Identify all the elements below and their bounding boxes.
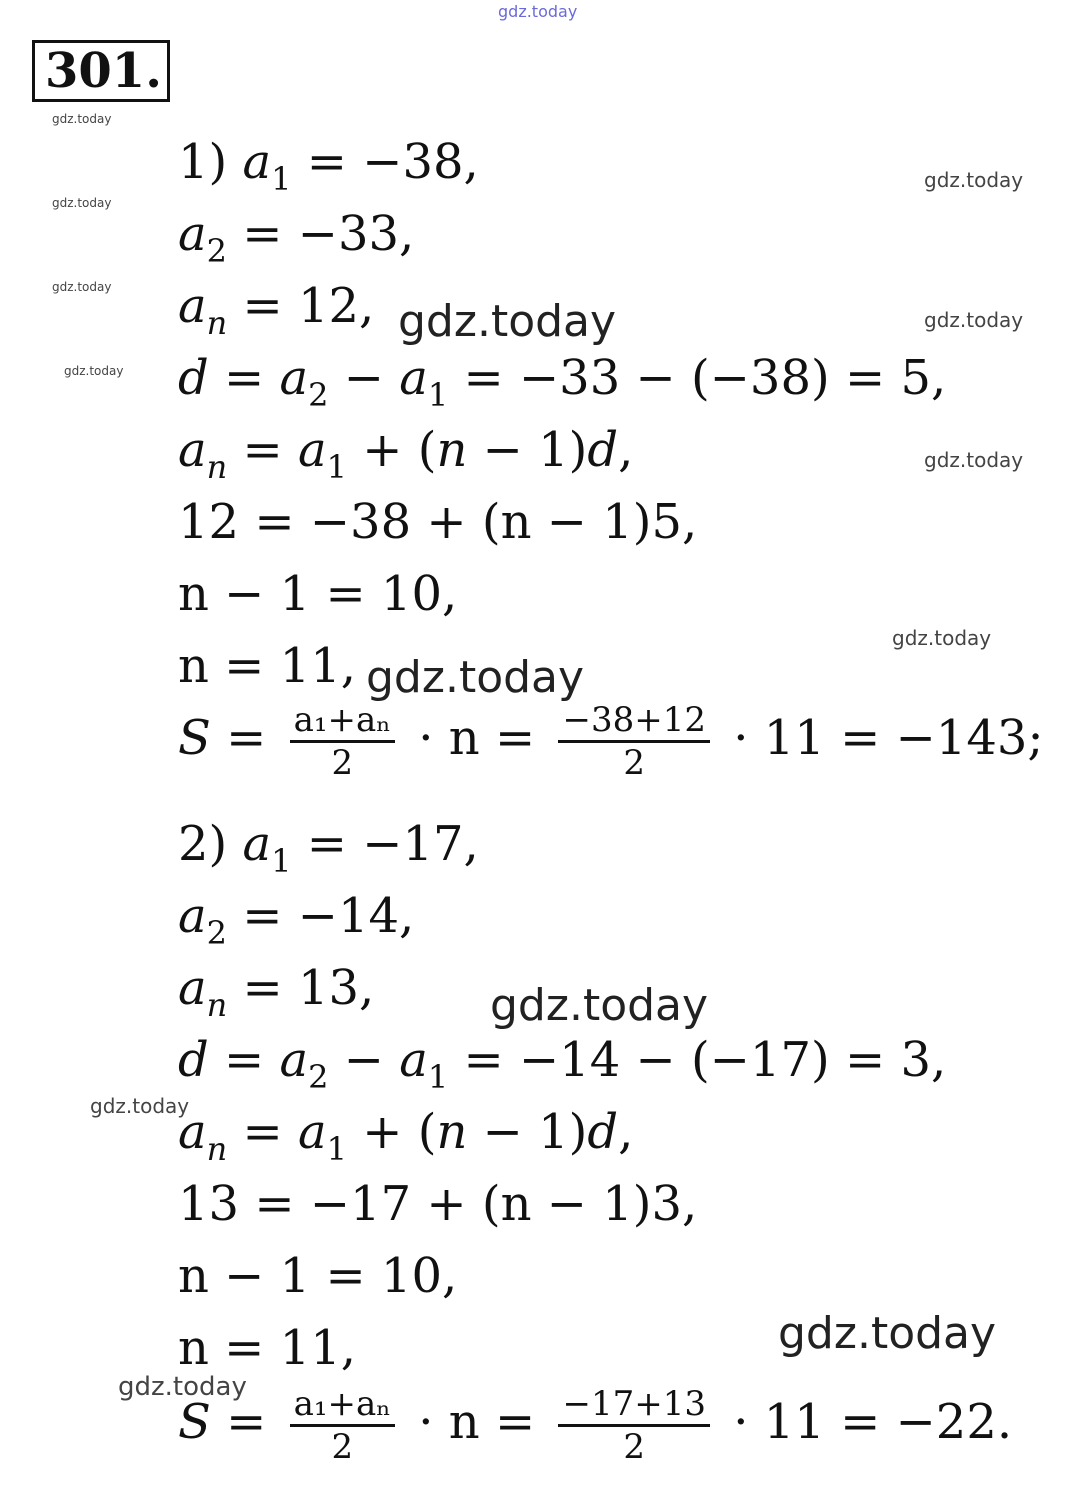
- watermark-top: gdz.today: [498, 2, 578, 21]
- part1-sum-result: · 11 = −143;: [733, 710, 1044, 766]
- part1-an-formula: $a_n = a_1 + (n - 1)d$,: [178, 422, 634, 486]
- part2-sum-value-fraction: $\frac{-17+13}{2}$: [558, 1384, 710, 1467]
- watermark: gdz.today: [924, 448, 1024, 472]
- part1-n-minus: n − 1 = 10,: [178, 566, 458, 622]
- part2-a2-line: $a_2 = -14$,: [178, 888, 415, 952]
- part1-n-eq: n = 11,: [178, 638, 356, 694]
- part2-a2-value: = −14,: [242, 888, 415, 944]
- watermark: gdz.today: [490, 980, 709, 1031]
- part1-sum-value-fraction: $\frac{-38+12}{2}$: [558, 700, 710, 783]
- watermark: gdz.today: [118, 1372, 247, 1402]
- watermark: gdz.today: [52, 196, 112, 210]
- part2-label: 2): [178, 816, 228, 872]
- part1-subst: 12 = −38 + (n − 1)5,: [178, 494, 698, 550]
- part1-sum: S = $\frac{\text{a₁+aₙ}}{2}$ · n = $\frac{-38+12}{2}$ · 11 = −143;: [178, 700, 1044, 783]
- part1-a2-value: = −33,: [242, 206, 415, 262]
- part1-d-value: = −33 − (−38) = 5,: [463, 350, 947, 406]
- watermark: gdz.today: [64, 364, 124, 378]
- part1-a2-line: $a_2 = -33$,: [178, 206, 415, 270]
- part2-a1-line: 2) $a_1 = -17$,: [178, 816, 479, 880]
- part1-sum-formula-fraction: $\frac{\text{a₁+aₙ}}{2}$: [290, 700, 395, 783]
- part2-n-eq: n = 11,: [178, 1320, 356, 1376]
- part1-an-value: = 12,: [242, 278, 375, 334]
- part2-an-formula: $a_n = a_1 + (n - 1)d$,: [178, 1104, 634, 1168]
- part2-an-value: = 13,: [242, 960, 375, 1016]
- watermark: gdz.today: [52, 112, 112, 126]
- watermark: gdz.today: [924, 168, 1024, 192]
- part1-a1-value: = −38,: [306, 134, 479, 190]
- watermark: gdz.today: [778, 1308, 997, 1359]
- watermark: gdz.today: [52, 280, 112, 294]
- watermark: gdz.today: [398, 296, 617, 347]
- watermark: gdz.today: [924, 308, 1024, 332]
- part2-sum-formula-fraction: $\frac{\text{a₁+aₙ}}{2}$: [290, 1384, 395, 1467]
- part2-sum-result: · 11 = −22.: [733, 1394, 1013, 1450]
- watermark: gdz.today: [366, 652, 585, 703]
- part2-subst: 13 = −17 + (n − 1)3,: [178, 1176, 698, 1232]
- part2-sum: S = $\frac{\text{a₁+aₙ}}{2}$ · n = $\frac{-17+13}{2}$ · 11 = −22.: [178, 1384, 1013, 1467]
- part2-d-value: = −14 − (−17) = 3,: [463, 1032, 947, 1088]
- part2-n-minus: n − 1 = 10,: [178, 1248, 458, 1304]
- problem-number: 301.: [32, 40, 170, 102]
- watermark: gdz.today: [892, 626, 992, 650]
- part2-an-line: $a_n = 13$,: [178, 960, 375, 1024]
- part2-a1-value: = −17,: [306, 816, 479, 872]
- part1-d-line: $d = a_2 - a_1 = -33 - (-38) = 5$,: [178, 350, 947, 414]
- part2-d-line: $d = a_2 - a_1 = -14 - (-17) = 3$,: [178, 1032, 947, 1096]
- watermark: gdz.today: [90, 1094, 190, 1118]
- part1-label: 1): [178, 134, 228, 190]
- part1-a1-line: 1) $a_1 = -38$,: [178, 134, 479, 198]
- part1-an-line: $a_n = 12$,: [178, 278, 375, 342]
